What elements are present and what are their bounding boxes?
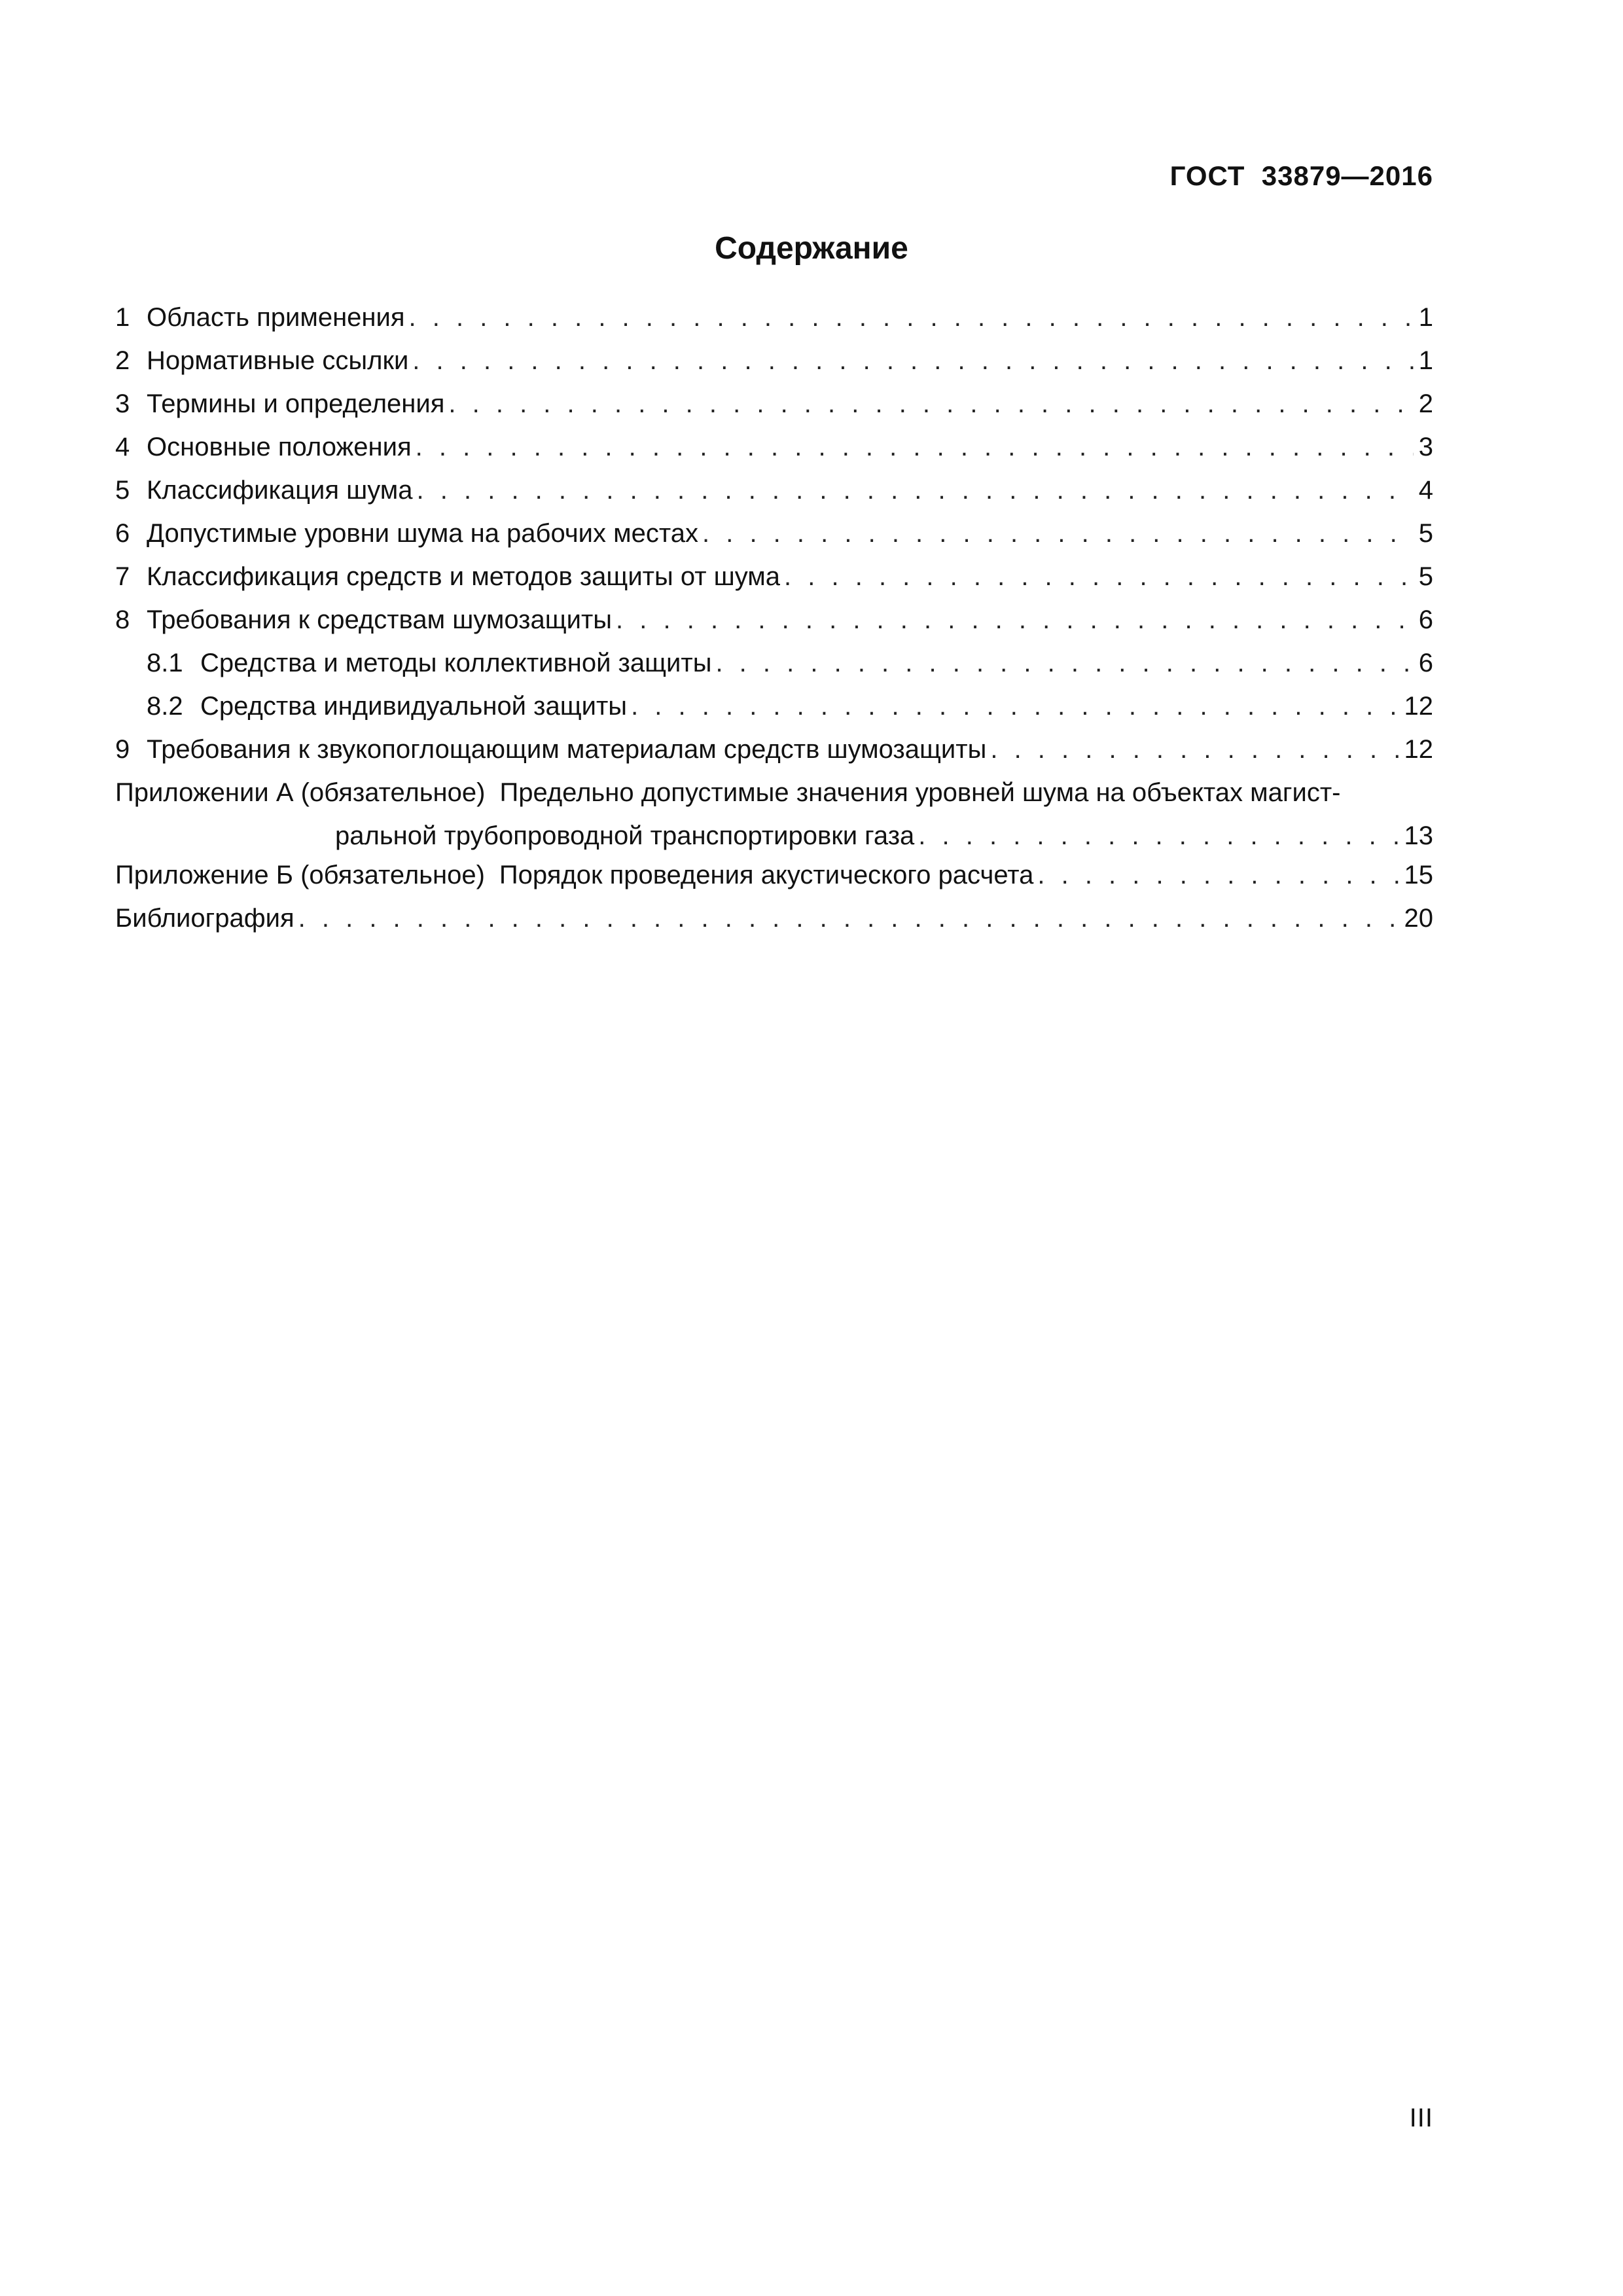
toc-entry-7[interactable] [115, 555, 1433, 598]
toc-entry-text: Область применения [147, 303, 405, 332]
toc-entry-8-1[interactable] [115, 641, 1433, 685]
document-code: ГОСТ 33879—2016 [1169, 160, 1433, 191]
toc-entry-8[interactable] [115, 598, 1433, 641]
toc-entry-1[interactable] [115, 296, 1433, 339]
toc-entry-page: 3 [1418, 433, 1433, 461]
toc-entry-9[interactable] [115, 728, 1433, 771]
table-of-contents [115, 296, 1433, 940]
dot-leader [715, 641, 1414, 685]
toc-entry-number: 9 [115, 735, 130, 764]
appendix-label: Приложение Б (обязательное) [115, 861, 485, 889]
toc-entry-page: 5 [1418, 562, 1433, 591]
dot-leader [702, 512, 1414, 555]
appendix-title: Порядок проведения акустического расчета [499, 861, 1034, 889]
toc-entry-3[interactable] [115, 382, 1433, 425]
appendix-label: Приложении А (обязательное) [115, 778, 486, 807]
dot-leader [416, 425, 1414, 469]
toc-entry-number: 3 [115, 389, 130, 418]
dot-leader [1037, 853, 1400, 897]
bibliography-label: Библиография [115, 904, 294, 933]
toc-entry-4[interactable] [115, 425, 1433, 469]
toc-entry-number: 1 [115, 303, 130, 332]
toc-entry-text: Термины и определения [147, 389, 445, 418]
toc-entry-page: 1 [1418, 303, 1433, 332]
dot-leader [412, 339, 1414, 382]
toc-entry-page: 6 [1418, 649, 1433, 677]
dot-leader [409, 296, 1414, 339]
appendix-a-line-2 [115, 814, 1433, 853]
toc-entry-number: 4 [115, 433, 130, 461]
toc-entry-page: 5 [1418, 519, 1433, 548]
toc-entry-page: 12 [1404, 692, 1433, 721]
toc-entry-number: 5 [115, 476, 130, 505]
toc-entry-page: 15 [1404, 861, 1433, 889]
appendix-title-part-1: Предельно допустимые значения уровней шума на объектах магист- [499, 778, 1341, 807]
toc-entry-number: 8 [115, 605, 130, 634]
toc-entry-text: Допустимые уровни шума на рабочих местах [147, 519, 698, 548]
toc-entry-number: 2 [115, 346, 130, 375]
toc-entry-number: 6 [115, 519, 130, 548]
toc-entry-text: Средства и методы коллективной защиты [200, 649, 712, 677]
toc-appendix-a[interactable] [115, 771, 1433, 853]
toc-bibliography[interactable] [115, 897, 1433, 940]
dot-leader [417, 469, 1414, 512]
toc-entry-number: 8.2 [147, 692, 183, 721]
dot-leader [616, 598, 1414, 641]
toc-entry-text: Требования к звукопоглощающим материалам средств шумозащиты [147, 735, 987, 764]
toc-appendix-b[interactable] [115, 853, 1433, 897]
toc-entry-6[interactable] [115, 512, 1433, 555]
toc-entry-page: 20 [1404, 904, 1433, 933]
appendix-a-line-1 [115, 771, 1433, 814]
dot-leader [918, 814, 1400, 853]
toc-entry-text: Основные положения [147, 433, 412, 461]
toc-entry-text: Требования к средствам шумозащиты [147, 605, 613, 634]
toc-entry-page: 4 [1418, 476, 1433, 505]
toc-entry-text: Средства индивидуальной защиты [200, 692, 628, 721]
toc-entry-number: 8.1 [147, 649, 183, 677]
toc-entry-text: Классификация шума [147, 476, 413, 505]
toc-entry-2[interactable] [115, 339, 1433, 382]
dot-leader [784, 555, 1414, 598]
toc-entry-page: 13 [1404, 821, 1433, 850]
toc-entry-number: 7 [115, 562, 130, 591]
toc-entry-page: 1 [1418, 346, 1433, 375]
toc-entry-text: Нормативные ссылки [147, 346, 409, 375]
dot-leader [298, 897, 1400, 940]
toc-entry-8-2[interactable] [115, 685, 1433, 728]
dot-leader [990, 728, 1400, 771]
toc-entry-page: 2 [1418, 389, 1433, 418]
toc-entry-page: 6 [1418, 605, 1433, 634]
dot-leader [448, 382, 1414, 425]
toc-entry-text: Классификация средств и методов защиты от шума [147, 562, 781, 591]
dot-leader [631, 685, 1400, 728]
appendix-title-part-2: ральной трубопроводной транспортировки газа [335, 821, 915, 850]
toc-entry-5[interactable] [115, 469, 1433, 512]
toc-title: Содержание [715, 231, 908, 266]
page-number: III [1409, 2104, 1433, 2132]
toc-entry-page: 12 [1404, 735, 1433, 764]
